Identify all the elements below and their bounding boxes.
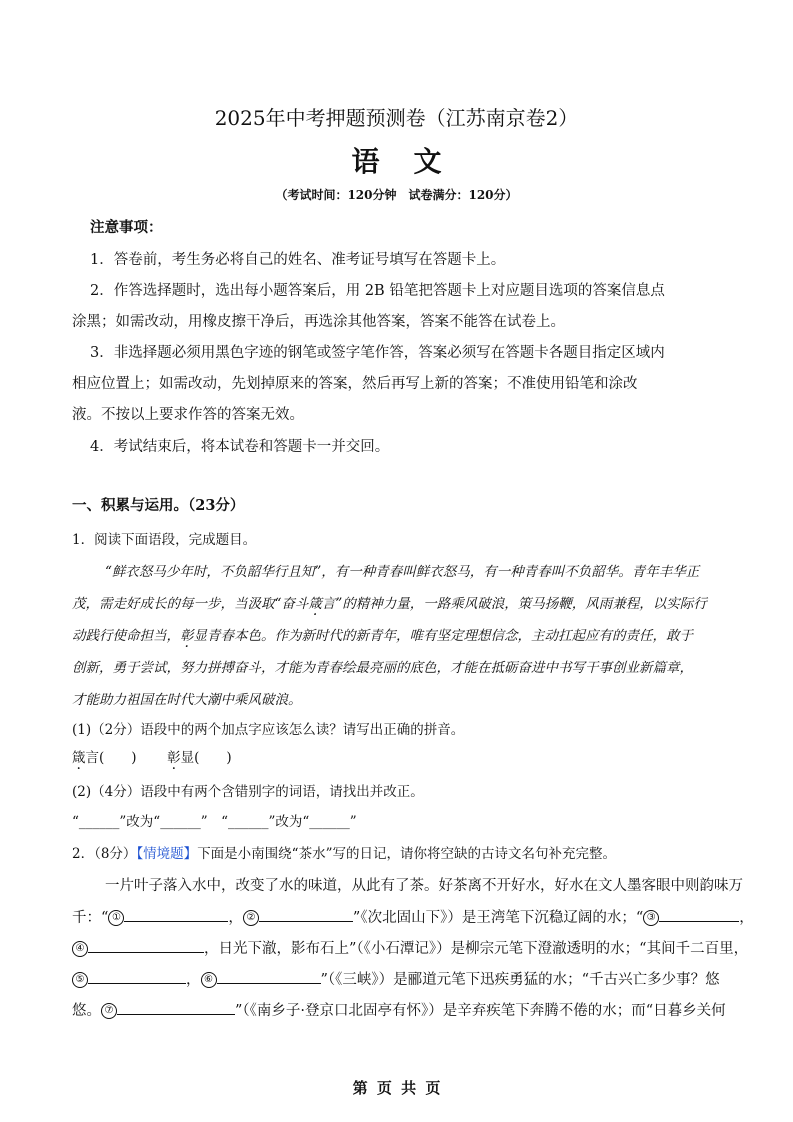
answer-char-1: 箴 bbox=[72, 750, 86, 766]
passage-line bbox=[72, 624, 693, 644]
notice-heading: 注意事项： bbox=[90, 219, 163, 236]
page-footer: 第 页 共 页 bbox=[352, 1079, 441, 1097]
diary-text: ”《次北固山下》）是王湾笔下沉稳辽阔的水；“ bbox=[352, 910, 644, 926]
sub-question-1: (1)（2分）语段中的两个加点字应该怎么读？请写出正确的拼音。 bbox=[72, 722, 465, 738]
fill-blank-6[interactable] bbox=[217, 969, 321, 984]
blank-number-3: ③ bbox=[643, 910, 659, 926]
fill-blank-1[interactable] bbox=[124, 907, 228, 922]
fill-blank-4[interactable] bbox=[88, 938, 204, 953]
passage-line: 才能助力祖国在时代大潮中乘风破浪。 bbox=[72, 692, 302, 708]
notice-item: 相应位置上；如需改动，先划掉原来的答案，然后再写上新的答案；不准使用铅笔和涂改 bbox=[72, 376, 638, 392]
fill-blank-2[interactable] bbox=[259, 907, 353, 922]
exam-time-info: （考试时间：120分钟 试卷满分：120分） bbox=[275, 188, 518, 202]
notice-item: 2．作答选择题时，选出每小题答案后，用 2B 铅笔把答题卡上对应题目选项的答案信息点 bbox=[90, 283, 665, 299]
dotted-char-2: 彰 bbox=[180, 628, 194, 644]
notice-item: 1．答卷前，考生务必将自己的姓名、准考证号填写在答题卡上。 bbox=[90, 252, 506, 268]
question-2-text: 下面是小南围绕“茶水”写的日记，请你将空缺的古诗文名句补充完整。 bbox=[197, 846, 616, 862]
diary-text: ， bbox=[739, 910, 754, 926]
notice-item: 3．非选择题必须用黑色字迹的钢笔或签字笔作答，答案必须写在答题卡各题目指定区域内 bbox=[90, 345, 665, 361]
passage-line bbox=[72, 592, 707, 612]
diary-line bbox=[72, 999, 726, 1020]
diary-text: ， bbox=[228, 910, 243, 926]
diary-text: ，日光下澈，影布石上”（《小石潭记》）是柳宗元笔下澄澈透明的水；“其间千二百里， bbox=[204, 941, 749, 957]
section-heading: 一、积累与运用。（23分） bbox=[72, 497, 245, 514]
question-1-stem: 1．阅读下面语段，完成题目。 bbox=[72, 532, 257, 548]
diary-line bbox=[72, 906, 754, 927]
blank-number-2: ② bbox=[243, 910, 259, 926]
diary-line: 一片叶子落入水中，改变了水的味道，从此有了茶。好茶离不开好水，好水在文人墨客眼中则韵味万 bbox=[105, 878, 743, 894]
diary-line bbox=[72, 937, 748, 958]
passage-segment: 言”的精神力量，一路乘风破浪，策马扬鞭，风雨兼程，以实际行 bbox=[321, 596, 707, 612]
blank-number-1: ① bbox=[108, 910, 124, 926]
answer-blank-1[interactable]: 言( ) bbox=[85, 750, 137, 766]
notice-item: 4．考试结束后，将本试卷和答题卡一并交回。 bbox=[90, 439, 390, 455]
subject-title: 语文 bbox=[351, 145, 476, 178]
notice-item: 涂黑；如需改动，用橡皮擦干净后，再选涂其他答案，答案不能答在试卷上。 bbox=[72, 314, 565, 330]
passage-segment: 茂，需走好成长的每一步，当汲取“奋斗 bbox=[72, 596, 309, 612]
dotted-char-1: 箴 bbox=[308, 596, 322, 612]
diary-text: ”（《南乡子·登京口北固亭有怀》）是辛弃疾笔下奔腾不倦的水；而“日暮乡关何 bbox=[235, 1003, 726, 1019]
fill-blank-3[interactable] bbox=[659, 907, 739, 922]
passage-segment: 动践行使命担当， bbox=[72, 628, 180, 644]
blank-number-4: ④ bbox=[72, 941, 88, 957]
question-2-prefix: 2．（8分） bbox=[72, 846, 137, 862]
page-title: 2025年中考押题预测卷（江苏南京卷2） bbox=[214, 106, 579, 130]
diary-text: ， bbox=[186, 972, 201, 988]
diary-line bbox=[72, 968, 720, 989]
diary-text: ”（《三峡》）是郦道元笔下迅疾勇猛的水；“千古兴亡多少事？悠 bbox=[320, 972, 720, 988]
answer-line-pinyin bbox=[72, 746, 232, 766]
sub-question-2: (2)（4分）语段中有两个含错别字的词语，请找出并改正。 bbox=[72, 784, 424, 800]
question-2-stem bbox=[72, 842, 616, 862]
answer-line-correction[interactable]: “______”改为“______” “______”改为“______” bbox=[72, 814, 357, 830]
situation-tag: 【情境题】 bbox=[136, 846, 198, 862]
passage-line: 创新，勇于尝试，努力拼搏奋斗，才能为青春绘最亮丽的底色，才能在抵砺奋进中书写干事创业新篇章， bbox=[72, 660, 693, 676]
fill-blank-5[interactable] bbox=[88, 969, 186, 984]
diary-text: 悠。 bbox=[72, 1003, 101, 1019]
passage-segment: 显青春本色。作为新时代的新青年，唯有坚定理想信念，主动扛起应有的责任，敢于 bbox=[193, 628, 693, 644]
passage-line: “鲜衣怒马少年时，不负韶华行且知”，有一种青春叫鲜衣怒马，有一种青春叫不负韶华。青年丰华正 bbox=[105, 564, 700, 580]
answer-char-2: 彰 bbox=[167, 750, 181, 766]
notice-item: 液。不按以上要求作答的答案无效。 bbox=[72, 407, 304, 423]
fill-blank-7[interactable] bbox=[117, 1000, 235, 1015]
diary-text: 千：“ bbox=[72, 910, 109, 926]
blank-number-7: ⑦ bbox=[101, 1003, 117, 1019]
blank-number-6: ⑥ bbox=[201, 972, 217, 988]
answer-blank-2[interactable]: 显( ) bbox=[180, 750, 232, 766]
blank-number-5: ⑤ bbox=[72, 972, 88, 988]
